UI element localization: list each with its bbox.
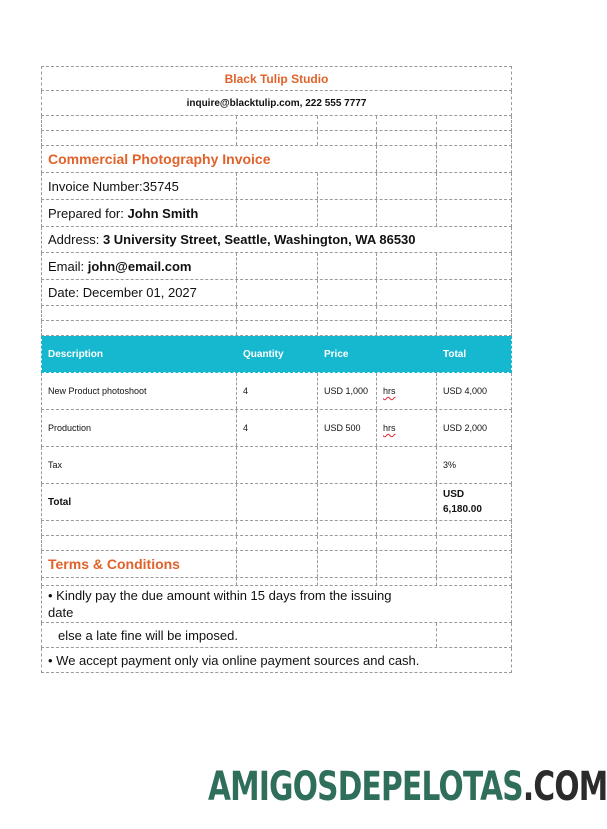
row-unit — [377, 373, 437, 409]
prepared-for-label: Prepared for: — [48, 205, 124, 221]
invoice-title: Commercial Photography Invoice — [42, 146, 318, 172]
invoice-number — [42, 173, 237, 199]
table-row — [41, 410, 512, 447]
table-row — [41, 373, 512, 410]
invoice-title-row — [41, 146, 512, 173]
terms-text-1a: • Kindly pay the due amount within 15 days from the issuing — [48, 588, 392, 603]
row-unit — [377, 447, 437, 483]
watermark-part2: .COM — [522, 764, 607, 810]
terms-row-2 — [41, 623, 512, 648]
terms-row-1 — [41, 586, 512, 623]
row-description: Production — [42, 410, 237, 446]
row-quantity: 4 — [237, 373, 318, 409]
row-price — [318, 447, 377, 483]
blank-row — [41, 536, 512, 551]
terms-title-row — [41, 551, 512, 578]
total-amount — [437, 484, 511, 520]
row-price: USD 500 — [318, 410, 377, 446]
terms-item-2: else a late fine will be imposed. — [42, 623, 377, 647]
total-value: 6,180.00 — [443, 504, 482, 515]
blank-row — [41, 131, 512, 146]
company-name: Black Tulip Studio — [42, 67, 511, 90]
terms-item-3: • We accept payment only via online payment sources and cash. — [42, 648, 437, 672]
prepared-for-row — [41, 200, 512, 227]
row-description: New Product photoshoot — [42, 373, 237, 409]
blank-row — [41, 321, 512, 336]
blank-row — [41, 116, 512, 131]
email-value: john@email.com — [87, 258, 192, 274]
invoice-number-value: 35745 — [142, 178, 179, 194]
email-row — [41, 253, 512, 280]
prepared-for — [42, 200, 237, 226]
terms-text-1b: date — [48, 605, 74, 620]
watermark-logo — [208, 764, 607, 810]
email-label: Email: — [48, 258, 85, 274]
header-total: Total — [437, 336, 511, 372]
total-currency: USD — [443, 489, 465, 500]
date-label: Date: — [48, 285, 80, 300]
date-row — [41, 280, 512, 306]
date-value: December 01, 2027 — [82, 285, 197, 300]
company-name-row — [41, 66, 512, 91]
row-quantity: 4 — [237, 410, 318, 446]
total-row — [41, 484, 512, 521]
company-contact-row — [41, 91, 512, 116]
header-description: Description — [42, 336, 237, 372]
invoice-number-row — [41, 173, 512, 200]
company-contact: inquire@blacktulip.com, 222 555 7777 — [42, 91, 511, 115]
row-total: USD 4,000 — [443, 386, 488, 396]
address-value: 3 University Street, Seattle, Washington, WA 86530 — [102, 232, 416, 247]
row-unit-text: hrs — [383, 423, 396, 433]
row-quantity — [237, 447, 318, 483]
address-row — [41, 227, 512, 253]
row-description: Tax — [42, 447, 237, 483]
row-total: USD 2,000 — [443, 423, 488, 433]
watermark-part1: AMIGOSDEPELOTAS — [208, 764, 523, 810]
header-quantity: Quantity — [237, 336, 318, 372]
row-unit-text: hrs — [383, 386, 396, 396]
terms-item-1 — [42, 586, 437, 622]
blank-row — [41, 306, 512, 321]
row-total: 3% — [443, 460, 457, 470]
email — [42, 253, 237, 279]
terms-title: Terms & Conditions — [42, 551, 237, 577]
table-header — [41, 336, 512, 373]
invoice-sheet — [41, 66, 512, 673]
header-unit — [377, 336, 437, 372]
blank-row — [41, 521, 512, 536]
invoice-number-label: Invoice Number: — [48, 178, 143, 194]
address-label: Address: — [48, 232, 100, 247]
row-unit — [377, 410, 437, 446]
header-price: Price — [318, 336, 377, 372]
row-price: USD 1,000 — [318, 373, 377, 409]
terms-row-3 — [41, 648, 512, 673]
address — [42, 227, 437, 252]
table-row — [41, 447, 512, 484]
date — [42, 280, 237, 305]
blank-row — [41, 578, 512, 586]
prepared-for-value: John Smith — [127, 205, 199, 221]
total-label: Total — [42, 484, 237, 520]
